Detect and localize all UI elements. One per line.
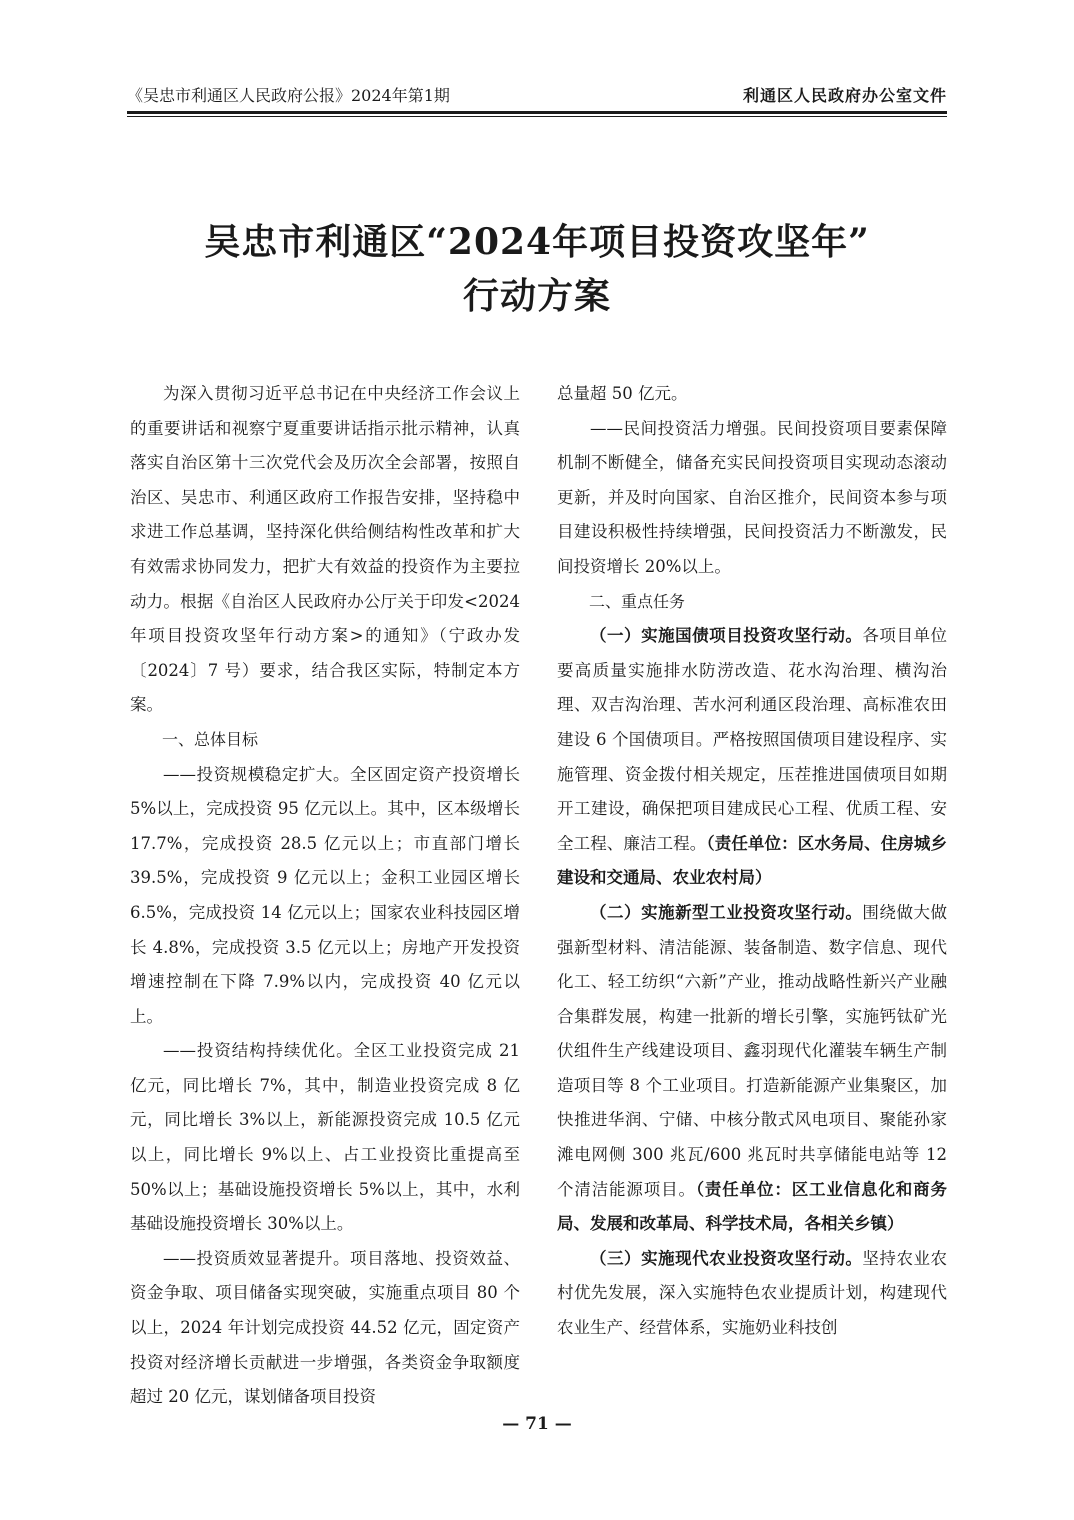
task-body-bonds: 各项目单位要高质量实施排水防涝改造、花水沟治理、横沟治理、双吉沟治理、苦水河利通区段治理、高标准农田建设 6 个国债项目。严格按照国债项目建设程序、实施管理、资金拨付相关规定，压茬推进国债项目如期开工建设，确保把项目建成民心工程、优质工程、安全工程、廉洁工程。 [557,626,948,853]
task-body-agriculture: 坚持农业农村优先发展，深入实施特色农业提质计划，构建现代农业生产、经营体系，实施奶业科技创 [557,1248,948,1338]
page-header [127,80,947,106]
goal-paragraph-quality: ——投资质效显著提升。项目落地、投资效益、资金争取、项目储备实现突破，实施重点项目 80 个以上，2024 年计划完成投资 44.52 亿元，固定资产投资对经济增长贡献进一步增强，各类资金争取额度超过 20 亿元，谋划储备项目投资 [130,1248,520,1407]
document-title [127,215,947,323]
goal-paragraph-private-investment: ——民间投资活力增强。民间投资项目要素保障机制不断健全，储备充实民间投资项目实现动态滚动更新，并及时向国家、自治区推介，民间资本参与项目建设积极性持续增强，民间投资活力不断激发，民间投资增长 20%以上。 [557,418,947,576]
section-heading-key-tasks: 二、重点任务 [589,591,686,611]
right-column [557,377,947,1346]
task-paragraph-agriculture [557,1242,947,1346]
task-title-industry: （二）实施新型工业投资攻坚行动。 [590,902,863,922]
header-divider-thick [127,111,947,114]
title-line-2: 行动方案 [462,275,611,317]
goal-paragraph-scale: ——投资规模稳定扩大。全区固定资产投资增长 5%以上，完成投资 95 亿元以上。其中，区本级增长 17.7%，完成投资 28.5 亿元以上；市直部门增长 39.5%，完成投资 9 亿元以上；金积工业园区增长 6.5%，完成投资 14 亿元以上；国家农业科技园区增长 4.8%，完成投资 3.5 亿元以上；房地产开发投资增速控制在下降 7.9%以内，完成投资 40 亿元以上。 [130,764,520,1026]
task-title-agriculture: （三）实施现代农业投资攻坚行动。 [590,1248,863,1268]
bulletin-issue-label: 《吴忠市利通区人民政府公报》2024年第1期 [127,86,450,105]
task-responsible-industry: （责任单位：区工业信息化和商务局、发展和改革局、科学技术局，各相关乡镇） [557,1179,948,1234]
goal-paragraph-structure: ——投资结构持续优化。全区工业投资完成 21 亿元，同比增长 7%，其中，制造业投资完成 8 亿元，同比增长 3%以上，新能源投资完成 10.5 亿元以上，同比增长 9%以上、占工业投资比重提高至 50%以上；基础设施投资增长 5%以上，其中，水利基础设施投资增长 30%以上。 [130,1041,520,1234]
task-paragraph-industry [557,896,947,1242]
title-line-1: 吴忠市利通区“2024年项目投资攻坚年” [204,221,870,263]
task-body-industry: 围绕做大做强新型材料、清洁能源、装备制造、数字信息、现代化工、轻工纺织“六新”产业，推动战略性新兴产业融合集群发展，构建一批新的增长引擎，实施钙钛矿光伏组件生产线建设项目、鑫羽现代化灌装车辆生产制造项目等 8 个工业项目。打造新能源产业集聚区，加快推进华润、宁储、中核分散式风电项目、聚能孙家滩电网侧 300 兆瓦/600 兆瓦时共享储能电站等 12 个清洁能源项目。 [557,902,948,1199]
header-divider-thin [127,116,947,117]
task-responsible-bonds: （责任单位：区水务局、住房城乡建设和交通局、农业农村局） [557,833,948,888]
section-heading-overall-goals: 一、总体目标 [162,729,259,749]
task-title-bonds: （一）实施国债项目投资攻坚行动。 [590,626,863,646]
intro-paragraph: 为深入贯彻习近平总书记在中央经济工作会议上的重要讲话和视察宁夏重要讲话指示批示精神，认真落实自治区第十三次党代会及历次全会部署，按照自治区、吴忠市、利通区政府工作报告安排，坚持稳中求进工作总基调，坚持深化供给侧结构性改革和扩大有效需求协同发力，把扩大有效益的投资作为主要拉动力。根据《自治区人民政府办公厅关于印发<2024 年项目投资攻坚年行动方案>的通知》（宁政办发〔2024〕7 号）要求，结合我区实际，特制定本方案。 [130,384,520,715]
office-document-label: 利通区人民政府办公室文件 [742,86,947,105]
goal-paragraph-quality-continued: 总量超 50 亿元。 [557,384,688,403]
task-paragraph-bonds [557,619,947,896]
page-number: — 71 — [502,1414,572,1434]
left-column [130,377,520,1415]
